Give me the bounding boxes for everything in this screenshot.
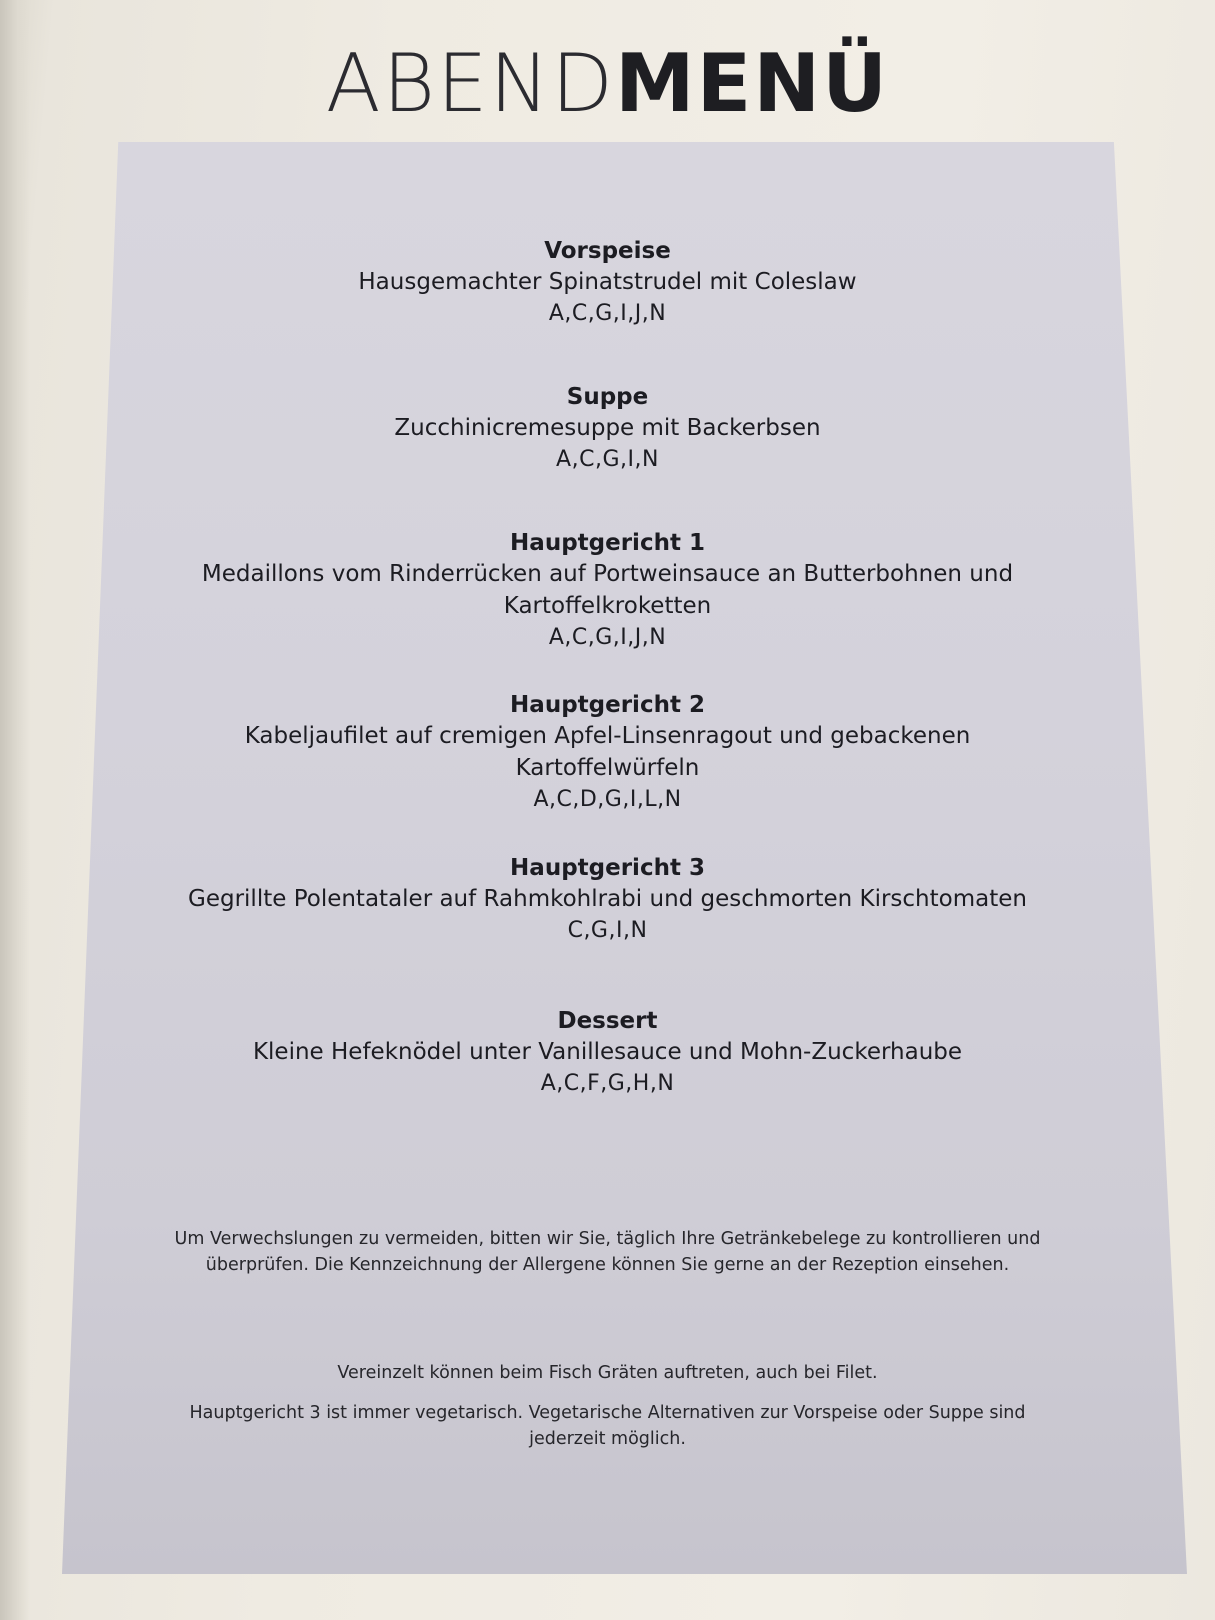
course-vorspeise xyxy=(0,236,1215,330)
course-description-continued: Kartoffelkroketten xyxy=(503,593,712,619)
course-description: Gegrillte Polentataler auf Rahmkohlrabi und geschmorten Kirschtomaten xyxy=(188,886,1027,912)
course-description: Kleine Hefeknödel unter Vanillesauce und Mohn-Zuckerhaube xyxy=(252,1039,963,1065)
course-allergens: A,C,G,I,N xyxy=(556,447,659,472)
course-allergens: A,C,G,I,J,N xyxy=(548,301,667,326)
course-title: Hauptgericht 3 xyxy=(510,855,705,881)
course-title: Suppe xyxy=(566,384,649,410)
menu-title xyxy=(0,37,1215,130)
course-allergens: A,C,F,G,H,N xyxy=(540,1071,675,1096)
course-title: Hauptgericht 1 xyxy=(510,530,705,556)
note-receipts-line-1: Um Verwechslungen zu vermeiden, bitten wir Sie, täglich Ihre Getränkebelege zu kontrollieren und xyxy=(174,1229,1041,1249)
course-description: Hausgemachter Spinatstrudel mit Coleslaw xyxy=(358,269,857,295)
course-title: Hauptgericht 2 xyxy=(510,692,705,718)
note-receipts-line-2: überprüfen. Die Kennzeichnung der Allergene können Sie gerne an der Rezeption einsehen. xyxy=(205,1255,1010,1275)
note-fish-line: Vereinzelt können beim Fisch Gräten auftreten, auch bei Filet. xyxy=(337,1363,878,1383)
note-vegetarian xyxy=(0,1400,1215,1452)
course-suppe xyxy=(0,382,1215,476)
note-fish xyxy=(0,1360,1215,1386)
course-title: Vorspeise xyxy=(544,238,671,264)
note-vegetarian-line-1: Hauptgericht 3 ist immer vegetarisch. Vegetarische Alternativen zur Vorspeise oder Suppe sind xyxy=(189,1403,1026,1423)
course-hauptgericht-3 xyxy=(0,853,1215,947)
course-allergens: C,G,I,N xyxy=(567,918,648,943)
course-hauptgericht-1 xyxy=(0,528,1215,654)
menu-title-light: ABEND xyxy=(325,37,615,130)
menu-title-bold: MENÜ xyxy=(614,37,890,130)
course-hauptgericht-2 xyxy=(0,690,1215,816)
course-allergens: A,C,G,I,J,N xyxy=(548,625,667,650)
course-title: Dessert xyxy=(557,1008,658,1034)
course-description: Zucchinicremesuppe mit Backerbsen xyxy=(394,415,821,441)
course-allergens: A,C,D,G,I,L,N xyxy=(533,787,682,812)
course-description-continued: Kartoffelwürfeln xyxy=(515,755,700,781)
course-dessert xyxy=(0,1006,1215,1100)
course-description: Kabeljaufilet auf cremigen Apfel-Linsenragout und gebackenen xyxy=(244,723,971,749)
note-vegetarian-line-2: jederzeit möglich. xyxy=(529,1429,686,1449)
course-description: Medaillons vom Rinderrücken auf Portweinsauce an Butterbohnen und xyxy=(201,561,1014,587)
note-receipts xyxy=(0,1226,1215,1278)
